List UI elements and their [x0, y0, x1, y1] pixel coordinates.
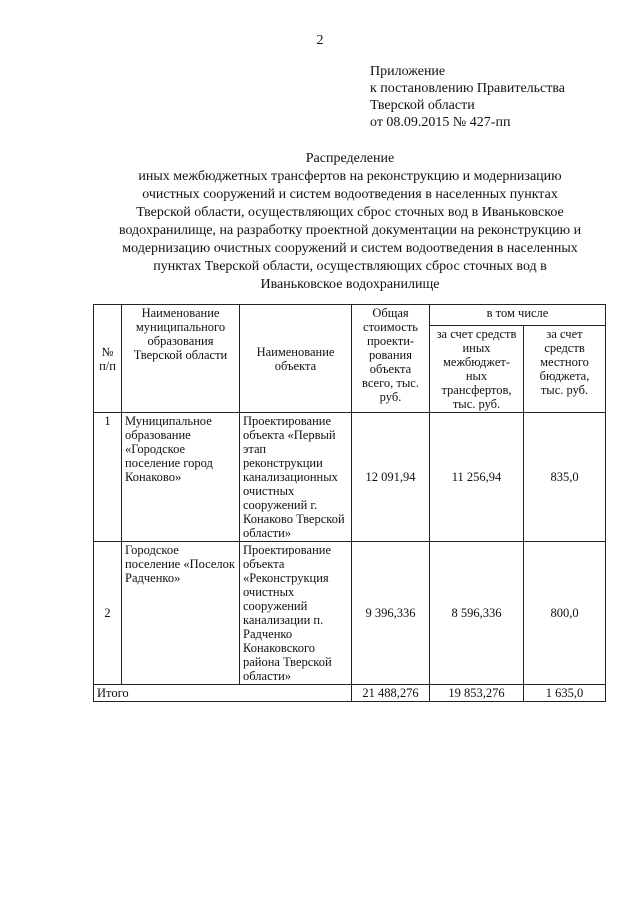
- row-total: 9 396,336: [352, 542, 430, 685]
- row-municipality: Городское поселение «Поселок Радченко»: [122, 542, 240, 685]
- distribution-table: [93, 304, 606, 702]
- title-line: очистных сооружений и систем водоотведения в населенных пунктах: [142, 187, 558, 202]
- title-line: Тверской области, осуществляющих сброс сточных вод в Иваньковское: [136, 205, 564, 220]
- header-transfers: за счет средств иных межбюджет- ных трансфертов, тыс. руб.: [430, 326, 524, 413]
- total-local: 1 635,0: [524, 685, 606, 702]
- appendix-header: [370, 63, 565, 131]
- total-label: Итого: [94, 685, 352, 702]
- title-line: иных межбюджетных трансфертов на реконструкцию и модернизацию: [138, 169, 562, 184]
- title-line: Распределение: [305, 151, 395, 166]
- table-row: [94, 542, 606, 685]
- table-header-row: [94, 305, 606, 326]
- row-object: Проектирование объекта «Реконструкция очистных сооружений канализации п. Радченко Конаковского района Тверской области»: [240, 542, 352, 685]
- title-line: модернизацию очистных сооружений и систем водоотведения в населенных: [122, 241, 578, 256]
- header-including: в том числе: [430, 305, 606, 326]
- header-object: Наименование объекта: [240, 305, 352, 413]
- title-line: пунктах Тверской области, осуществляющих сброс сточных вод в: [153, 259, 547, 274]
- row-object: Проектирование объекта «Первый этап реконструкции канализационных очистных сооружений г. Конаково Тверской области»: [240, 413, 352, 542]
- appendix-line: Приложение: [370, 64, 446, 79]
- total-transfers: 19 853,276: [430, 685, 524, 702]
- header-local: за счет средств местного бюджета, тыс. руб.: [524, 326, 606, 413]
- total-sum: 21 488,276: [352, 685, 430, 702]
- appendix-line: Тверской области: [370, 98, 475, 113]
- document-title: [70, 150, 630, 294]
- row-municipality: Муниципальное образование «Городское поселение город Конаково»: [122, 413, 240, 542]
- table-row: [94, 413, 606, 542]
- appendix-line: от 08.09.2015 № 427-пп: [370, 115, 511, 130]
- row-num: 1: [94, 413, 122, 542]
- row-total: 12 091,94: [352, 413, 430, 542]
- header-num: № п/п: [94, 305, 122, 413]
- appendix-line: к постановлению Правительства: [370, 81, 566, 96]
- header-total: Общая стоимость проекти- рования объекта всего, тыс. руб.: [352, 305, 430, 413]
- row-local: 835,0: [524, 413, 606, 542]
- page-number: 2: [316, 33, 324, 48]
- row-local: 800,0: [524, 542, 606, 685]
- header-municipality: Наименование муниципального образования Тверской области: [122, 305, 240, 413]
- row-transfers: 11 256,94: [430, 413, 524, 542]
- title-line: водохранилище, на разработку проектной документации на реконструкцию и: [118, 223, 582, 238]
- title-line: Иваньковское водохранилище: [260, 277, 440, 292]
- row-num: 2: [94, 542, 122, 685]
- table-total-row: [94, 685, 606, 702]
- row-transfers: 8 596,336: [430, 542, 524, 685]
